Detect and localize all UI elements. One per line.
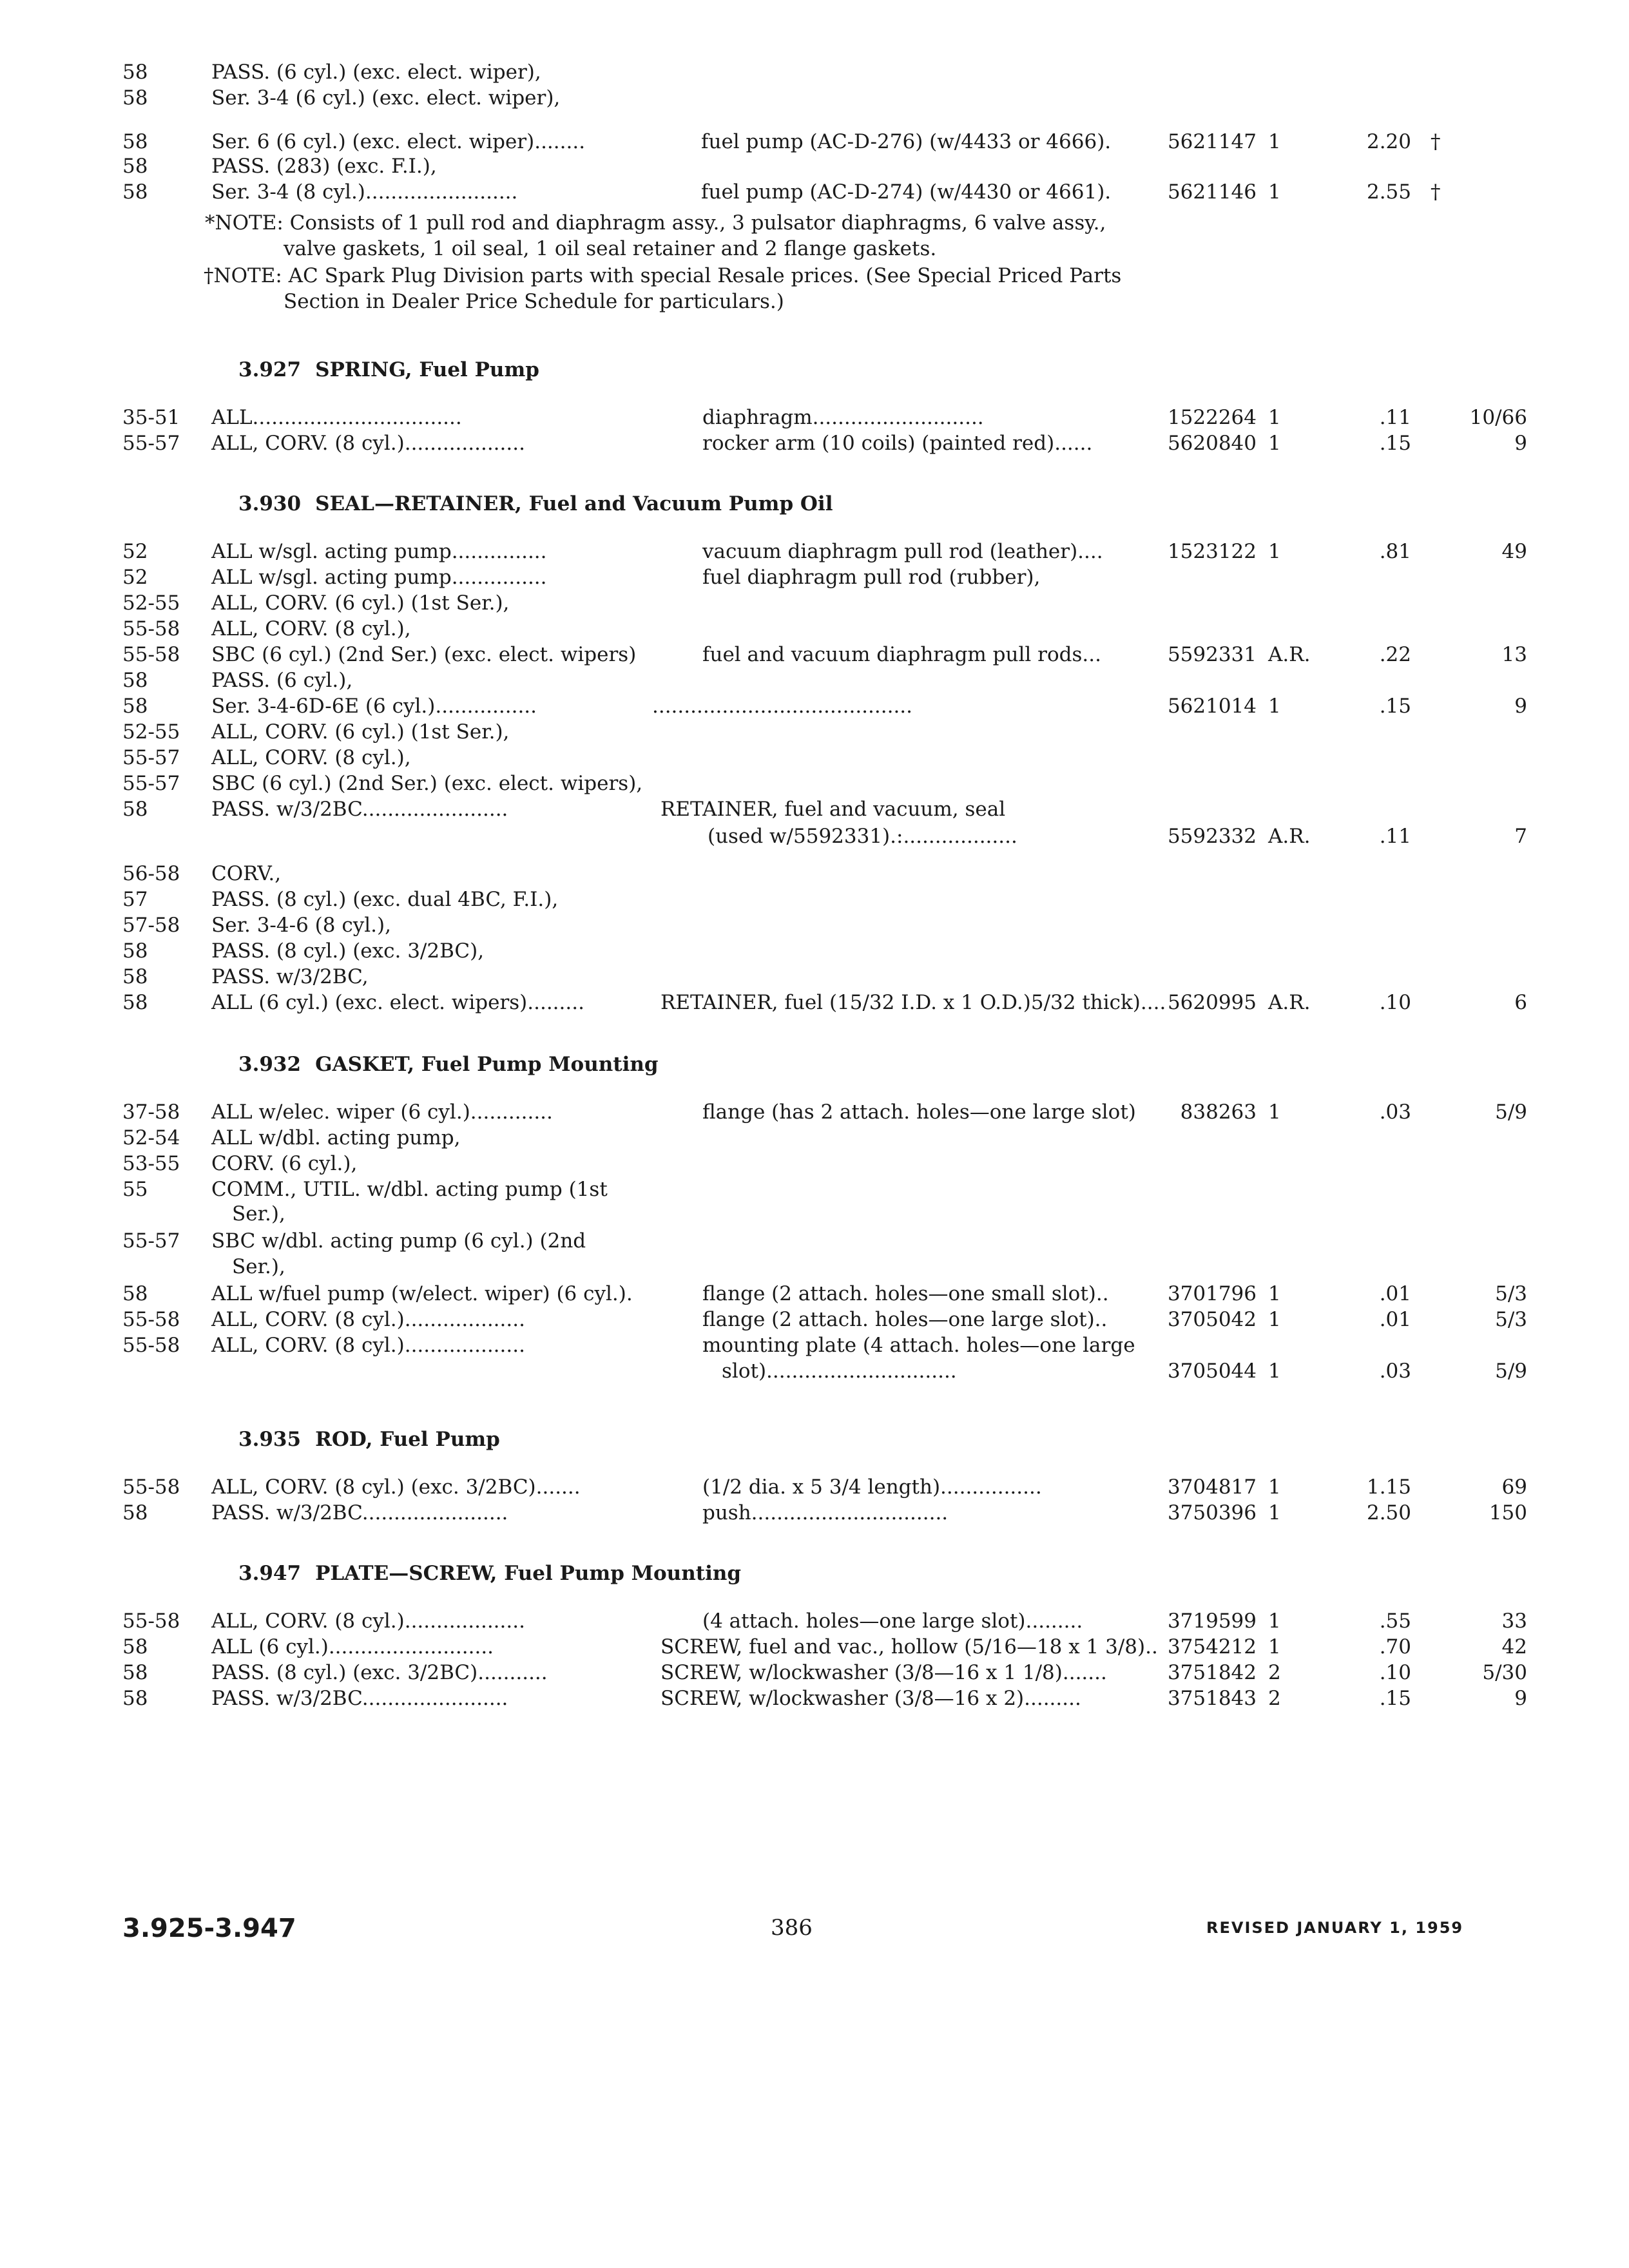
model-years: 55-58 <box>122 617 180 640</box>
section-range: 3.925-3.947 <box>122 1914 296 1943</box>
application: PASS. w/3/2BC, <box>211 965 369 988</box>
model-years: 55-58 <box>122 643 180 666</box>
model-years: 35-51 <box>122 406 180 429</box>
quantity: 2 <box>1268 1661 1281 1684</box>
table-row <box>0 1149 1629 1178</box>
package-quantity: 69 <box>1501 1475 1527 1499</box>
model-years: 55-57 <box>122 772 180 795</box>
package-quantity: 10/66 <box>1469 406 1527 429</box>
application: PASS. w/3/2BC....................... <box>211 1687 508 1710</box>
table-row <box>0 1200 1629 1228</box>
model-years: 55-58 <box>122 1308 180 1331</box>
model-years: 57 <box>122 888 148 911</box>
list-price: .10 <box>1379 991 1411 1014</box>
application: PASS. (6 cyl.) (exc. elect. wiper), <box>211 61 541 84</box>
table-row <box>0 1633 1629 1661</box>
model-years: 55-57 <box>122 746 180 769</box>
quantity: 1 <box>1268 406 1281 429</box>
part-description: SCREW, w/lockwasher (3/8—16 x 1 1/8)....... <box>660 1661 1107 1684</box>
part-description: (used w/5592331).:.................. <box>708 825 1017 848</box>
part-number: 3701796 <box>1167 1282 1257 1305</box>
table-row <box>0 178 1629 206</box>
section-title: PLATE—SCREW, Fuel Pump Mounting <box>315 1562 742 1585</box>
part-number: 3719599 <box>1167 1610 1257 1633</box>
section-heading <box>238 490 833 518</box>
model-years: 52-54 <box>122 1126 180 1149</box>
part-description: RETAINER, fuel (15/32 I.D. x 1 O.D.)5/32 thick).... <box>660 991 1166 1014</box>
part-number: 5621147 <box>1167 130 1257 153</box>
table-row <box>0 589 1629 617</box>
quantity: 1 <box>1268 1308 1281 1331</box>
model-years: 58 <box>122 1501 148 1524</box>
table-row <box>0 769 1629 798</box>
application: PASS. (8 cyl.) (exc. 3/2BC), <box>211 939 485 963</box>
package-quantity: † <box>1431 130 1441 153</box>
part-description: diaphragm........................... <box>702 406 984 429</box>
model-years: 58 <box>122 1282 148 1305</box>
application: CORV., <box>211 862 282 885</box>
section-heading <box>238 1050 659 1079</box>
table-row <box>0 860 1629 888</box>
part-description: mounting plate (4 attach. holes—one large <box>702 1334 1135 1357</box>
quantity: A.R. <box>1268 643 1311 666</box>
section-number: 3.935 <box>238 1428 302 1451</box>
part-description: (1/2 dia. x 5 3/4 length)................ <box>702 1475 1042 1499</box>
list-price: .01 <box>1379 1282 1411 1305</box>
part-description: SCREW, fuel and vac., hollow (5/16—18 x 1 3/8).. <box>660 1635 1158 1658</box>
section-heading <box>238 1559 741 1588</box>
table-row <box>0 1607 1629 1635</box>
quantity: 1 <box>1268 432 1281 455</box>
note-text-continued: Section in Dealer Price Schedule for particulars.) <box>284 290 784 313</box>
model-years: 52 <box>122 540 148 563</box>
model-years: 58 <box>122 798 148 821</box>
application: ALL, CORV. (8 cyl.) (exc. 3/2BC)....... <box>211 1475 581 1499</box>
quantity: 1 <box>1268 180 1281 204</box>
part-number: 3751843 <box>1167 1687 1257 1710</box>
page-number: 386 <box>771 1915 813 1941</box>
part-description: RETAINER, fuel and vacuum, seal <box>660 798 1006 821</box>
part-number: 5592332 <box>1167 825 1257 848</box>
table-row <box>0 822 1629 850</box>
list-price: .11 <box>1379 406 1411 429</box>
part-description: flange (has 2 attach. holes—one large slot) <box>702 1100 1136 1124</box>
list-price: .15 <box>1379 695 1411 718</box>
model-years: 52 <box>122 566 148 589</box>
quantity: 1 <box>1268 1635 1281 1658</box>
model-years: 57-58 <box>122 914 180 937</box>
part-number: 5620840 <box>1167 432 1257 455</box>
application: Ser. 6 (6 cyl.) (exc. elect. wiper)........ <box>211 130 586 153</box>
application: ALL................................. <box>211 406 462 429</box>
package-quantity: 5/30 <box>1482 1661 1527 1684</box>
model-years: 58 <box>122 669 148 692</box>
section-title: SPRING, Fuel Pump <box>315 358 539 381</box>
table-row <box>0 795 1629 823</box>
table-row <box>0 84 1629 112</box>
package-quantity: 5/9 <box>1495 1100 1527 1124</box>
application: ALL, CORV. (6 cyl.) (1st Ser.), <box>211 720 510 744</box>
part-description: ......................................... <box>652 695 913 718</box>
application: ALL (6 cyl.) (exc. elect. wipers)......... <box>211 991 584 1014</box>
model-years: 58 <box>122 965 148 988</box>
table-row <box>0 1098 1629 1126</box>
list-price: .01 <box>1379 1308 1411 1331</box>
section-number: 3.927 <box>238 358 302 381</box>
model-years: 58 <box>122 130 148 153</box>
model-years: 55-58 <box>122 1334 180 1357</box>
quantity: 1 <box>1268 1360 1281 1383</box>
package-quantity: 49 <box>1501 540 1527 563</box>
application: CORV. (6 cyl.), <box>211 1152 358 1175</box>
quantity: 2 <box>1268 1687 1281 1710</box>
quantity: A.R. <box>1268 991 1311 1014</box>
application: ALL, CORV. (8 cyl.), <box>211 746 411 769</box>
table-row <box>0 718 1629 746</box>
application: SBC (6 cyl.) (2nd Ser.) (exc. elect. wipers), <box>211 772 643 795</box>
model-years: 58 <box>122 1661 148 1684</box>
note-text-continued: valve gaskets, 1 oil seal, 1 oil seal retainer and 2 flange gaskets. <box>284 237 937 260</box>
table-row <box>0 152 1629 180</box>
table-row <box>0 1331 1629 1360</box>
application: ALL, CORV. (8 cyl.)................... <box>211 432 525 455</box>
package-quantity: 5/3 <box>1495 1308 1527 1331</box>
table-row <box>0 692 1629 720</box>
part-number: 3705044 <box>1167 1360 1257 1383</box>
model-years: 55-58 <box>122 1475 180 1499</box>
section-title: SEAL—RETAINER, Fuel and Vacuum Pump Oil <box>315 492 833 515</box>
table-row <box>0 429 1629 457</box>
section-number: 3.932 <box>238 1053 302 1076</box>
package-quantity: † <box>1431 180 1441 204</box>
part-description: fuel pump (AC-D-276) (w/4433 or 4666). <box>701 130 1112 153</box>
list-price: .81 <box>1379 540 1411 563</box>
part-number: 3750396 <box>1167 1501 1257 1524</box>
part-number: 838263 <box>1180 1100 1257 1124</box>
application: PASS. w/3/2BC....................... <box>211 798 508 821</box>
package-quantity: 13 <box>1501 643 1527 666</box>
application: Ser. 3-4 (6 cyl.) (exc. elect. wiper), <box>211 86 561 110</box>
part-description: fuel and vacuum diaphragm pull rods... <box>702 643 1101 666</box>
part-number: 5621146 <box>1167 180 1257 204</box>
application: ALL, CORV. (8 cyl.)................... <box>211 1308 525 1331</box>
application: ALL, CORV. (8 cyl.)................... <box>211 1334 525 1357</box>
quantity: 1 <box>1268 1610 1281 1633</box>
package-quantity: 9 <box>1514 1687 1527 1710</box>
table-row <box>0 937 1629 965</box>
application: ALL w/dbl. acting pump, <box>211 1126 461 1149</box>
table-row <box>0 1124 1629 1152</box>
list-price: .03 <box>1379 1360 1411 1383</box>
list-price: .15 <box>1379 1687 1411 1710</box>
model-years: 55-58 <box>122 1610 180 1633</box>
table-row <box>0 615 1629 643</box>
quantity: 1 <box>1268 1282 1281 1305</box>
part-description: push............................... <box>702 1501 949 1524</box>
part-description: vacuum diaphragm pull rod (leather).... <box>702 540 1103 563</box>
part-description: fuel pump (AC-D-274) (w/4430 or 4661). <box>701 180 1112 204</box>
model-years: 58 <box>122 991 148 1014</box>
table-row <box>0 58 1629 86</box>
application: ALL, CORV. (6 cyl.) (1st Ser.), <box>211 591 510 615</box>
application: ALL (6 cyl.).......................... <box>211 1635 494 1658</box>
model-years: 58 <box>122 155 148 178</box>
application: Ser. 3-4 (8 cyl.)........................ <box>211 180 518 204</box>
application: ALL w/sgl. acting pump............... <box>211 540 547 563</box>
package-quantity: 150 <box>1489 1501 1527 1524</box>
list-price: .03 <box>1379 1100 1411 1124</box>
list-price: 2.55 <box>1366 180 1411 204</box>
table-row <box>0 1658 1629 1687</box>
application: PASS. (8 cyl.) (exc. 3/2BC)........... <box>211 1661 548 1684</box>
model-years: 56-58 <box>122 862 180 885</box>
table-row <box>0 1280 1629 1308</box>
table-row <box>0 1499 1629 1527</box>
part-number: 3705042 <box>1167 1308 1257 1331</box>
application: ALL w/elec. wiper (6 cyl.)............. <box>211 1100 553 1124</box>
model-years: 55-57 <box>122 432 180 455</box>
part-number: 1522264 <box>1167 406 1257 429</box>
table-row <box>0 1227 1629 1255</box>
quantity: 1 <box>1268 1475 1281 1499</box>
model-years: 58 <box>122 1687 148 1710</box>
application: ALL w/fuel pump (w/elect. wiper) (6 cyl.). <box>211 1282 633 1305</box>
application: Ser.), <box>232 1202 285 1225</box>
table-row <box>0 988 1629 1017</box>
table-row <box>0 1253 1629 1281</box>
model-years: 58 <box>122 86 148 110</box>
part-number: 3754212 <box>1167 1635 1257 1658</box>
list-price: 1.15 <box>1366 1475 1411 1499</box>
section-heading <box>238 1425 500 1454</box>
application: COMM., UTIL. w/dbl. acting pump (1st <box>211 1178 608 1201</box>
list-price: .15 <box>1379 432 1411 455</box>
model-years: 58 <box>122 939 148 963</box>
table-row <box>0 403 1629 432</box>
quantity: A.R. <box>1268 825 1311 848</box>
table-row <box>0 911 1629 939</box>
part-number: 3704817 <box>1167 1475 1257 1499</box>
table-row <box>0 963 1629 991</box>
list-price: .10 <box>1379 1661 1411 1684</box>
application: SBC (6 cyl.) (2nd Ser.) (exc. elect. wipers) <box>211 643 637 666</box>
section-number: 3.930 <box>238 492 302 515</box>
model-years: 52-55 <box>122 591 180 615</box>
application: ALL, CORV. (8 cyl.)................... <box>211 1610 525 1633</box>
part-number: 1523122 <box>1167 540 1257 563</box>
list-price: .70 <box>1379 1635 1411 1658</box>
part-number: 5620995 <box>1167 991 1257 1014</box>
package-quantity: 5/3 <box>1495 1282 1527 1305</box>
note-text: †NOTE: AC Spark Plug Division parts with special Resale prices. (See Special Priced Parts <box>204 264 1122 287</box>
model-years: 55 <box>122 1178 148 1201</box>
application: Ser.), <box>232 1255 285 1278</box>
quantity: 1 <box>1268 130 1281 153</box>
table-row <box>0 1684 1629 1713</box>
part-description: rocker arm (10 coils) (painted red)...... <box>702 432 1093 455</box>
model-years: 55-57 <box>122 1229 180 1253</box>
table-row <box>0 1305 1629 1334</box>
application: ALL w/sgl. acting pump............... <box>211 566 547 589</box>
quantity: 1 <box>1268 1100 1281 1124</box>
section-title: GASKET, Fuel Pump Mounting <box>315 1053 659 1076</box>
part-description: fuel diaphragm pull rod (rubber), <box>702 566 1041 589</box>
quantity: 1 <box>1268 540 1281 563</box>
application: PASS. (8 cyl.) (exc. dual 4BC, F.I.), <box>211 888 559 911</box>
package-quantity: 5/9 <box>1495 1360 1527 1383</box>
note-text: *NOTE: Consists of 1 pull rod and diaphragm assy., 3 pulsator diaphragms, 6 valve assy., <box>205 211 1106 235</box>
application: Ser. 3-4-6D-6E (6 cyl.)................ <box>211 695 537 718</box>
application: PASS. (283) (exc. F.I.), <box>211 155 437 178</box>
package-quantity: 7 <box>1514 825 1527 848</box>
table-row <box>0 1357 1629 1385</box>
part-description: (4 attach. holes—one large slot)......... <box>702 1610 1083 1633</box>
part-description: flange (2 attach. holes—one small slot).. <box>702 1282 1109 1305</box>
model-years: 58 <box>122 695 148 718</box>
quantity: 1 <box>1268 1501 1281 1524</box>
list-price: 2.50 <box>1366 1501 1411 1524</box>
table-row <box>0 640 1629 669</box>
application: SBC w/dbl. acting pump (6 cyl.) (2nd <box>211 1229 586 1253</box>
application: Ser. 3-4-6 (8 cyl.), <box>211 914 391 937</box>
model-years: 37-58 <box>122 1100 180 1124</box>
package-quantity: 42 <box>1501 1635 1527 1658</box>
model-years: 58 <box>122 1635 148 1658</box>
part-number: 5621014 <box>1167 695 1257 718</box>
package-quantity: 9 <box>1514 695 1527 718</box>
table-row <box>0 885 1629 914</box>
application: PASS. (6 cyl.), <box>211 669 353 692</box>
package-quantity: 33 <box>1501 1610 1527 1633</box>
list-price: .55 <box>1379 1610 1411 1633</box>
model-years: 53-55 <box>122 1152 180 1175</box>
revision-date: REVISED JANUARY 1, 1959 <box>1206 1919 1464 1937</box>
model-years: 58 <box>122 180 148 204</box>
model-years: 58 <box>122 61 148 84</box>
table-row <box>0 563 1629 591</box>
part-description: slot).............................. <box>722 1360 957 1383</box>
package-quantity: 9 <box>1514 432 1527 455</box>
application: PASS. w/3/2BC....................... <box>211 1501 508 1524</box>
part-number: 5592331 <box>1167 643 1257 666</box>
part-description: flange (2 attach. holes—one large slot).. <box>702 1308 1108 1331</box>
list-price: .22 <box>1379 643 1411 666</box>
model-years: 52-55 <box>122 720 180 744</box>
list-price: .11 <box>1379 825 1411 848</box>
table-row <box>0 666 1629 695</box>
section-heading <box>238 356 539 384</box>
list-price: 2.20 <box>1366 130 1411 153</box>
application: ALL, CORV. (8 cyl.), <box>211 617 411 640</box>
table-row <box>0 744 1629 772</box>
section-number: 3.947 <box>238 1562 302 1585</box>
table-row <box>0 537 1629 566</box>
quantity: 1 <box>1268 695 1281 718</box>
table-row <box>0 1473 1629 1501</box>
part-description: SCREW, w/lockwasher (3/8—16 x 2)......... <box>660 1687 1081 1710</box>
section-title: ROD, Fuel Pump <box>315 1428 500 1451</box>
package-quantity: 6 <box>1514 991 1527 1014</box>
part-number: 3751842 <box>1167 1661 1257 1684</box>
